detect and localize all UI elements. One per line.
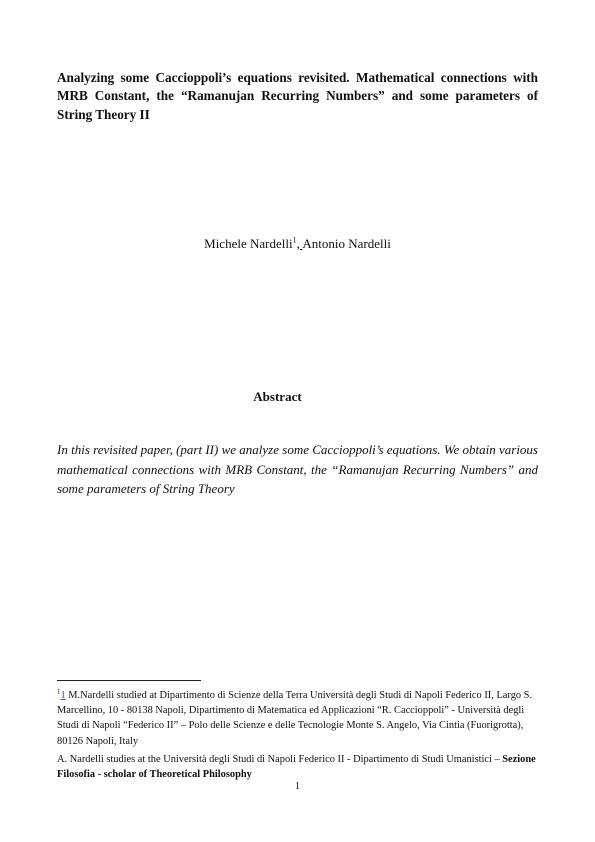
author-antonio: Antonio Nardelli [302, 236, 391, 251]
footnote-1 [57, 688, 538, 749]
abstract-heading: Abstract [253, 389, 302, 404]
author-separator: , [296, 236, 300, 251]
footnote-separator [57, 680, 201, 681]
paper-title: Analyzing some Caccioppoli’s equations revisited. Mathematical connections with MRB Constant, the “Ramanujan Recurring Numbers” and some parameters of String Theory II [57, 70, 538, 122]
author-line [0, 236, 595, 252]
author-footnote-marker[interactable]: 1 [292, 235, 297, 245]
footnote-2 [57, 752, 538, 782]
author-michele: Michele Nardelli [204, 236, 293, 251]
page-number: 1 [294, 781, 301, 792]
abstract-text: In this revisited paper, (part II) we analyze some Caccioppoli’s equations. We obtain various mathematical connections with MRB Constant, the “Ramanujan Recurring Numbers” and some parameters of String Theory [57, 442, 538, 496]
footnote-1-marker: 1 [57, 687, 61, 696]
footnote-1-link[interactable]: 1 [60, 690, 66, 701]
footnote-2-text: A. Nardelli studies at the Università degli Studi di Napoli Federico II - Dipartimento di Studi Umanistici – [57, 754, 503, 765]
footnote-1-text: M.Nardelli studied at Dipartimento di Scienze della Terra Università degli Studi di Napoli Federico II, Largo S. Marcellino, 10 - 80138 Napoli, Dipartimento di Matematica ed Applicazioni “R. Caccioppoli” - Università degli Studi di Napoli “Federico II” – Polo delle Scienze e delle Tecnologie Monte S. Angelo, Via Cintia (Fuorigrotta), 80126 Napoli, Italy [57, 690, 533, 747]
footnote-2-bold: Sezione Filosofia - scholar of Theoretical Philosophy [57, 754, 536, 781]
